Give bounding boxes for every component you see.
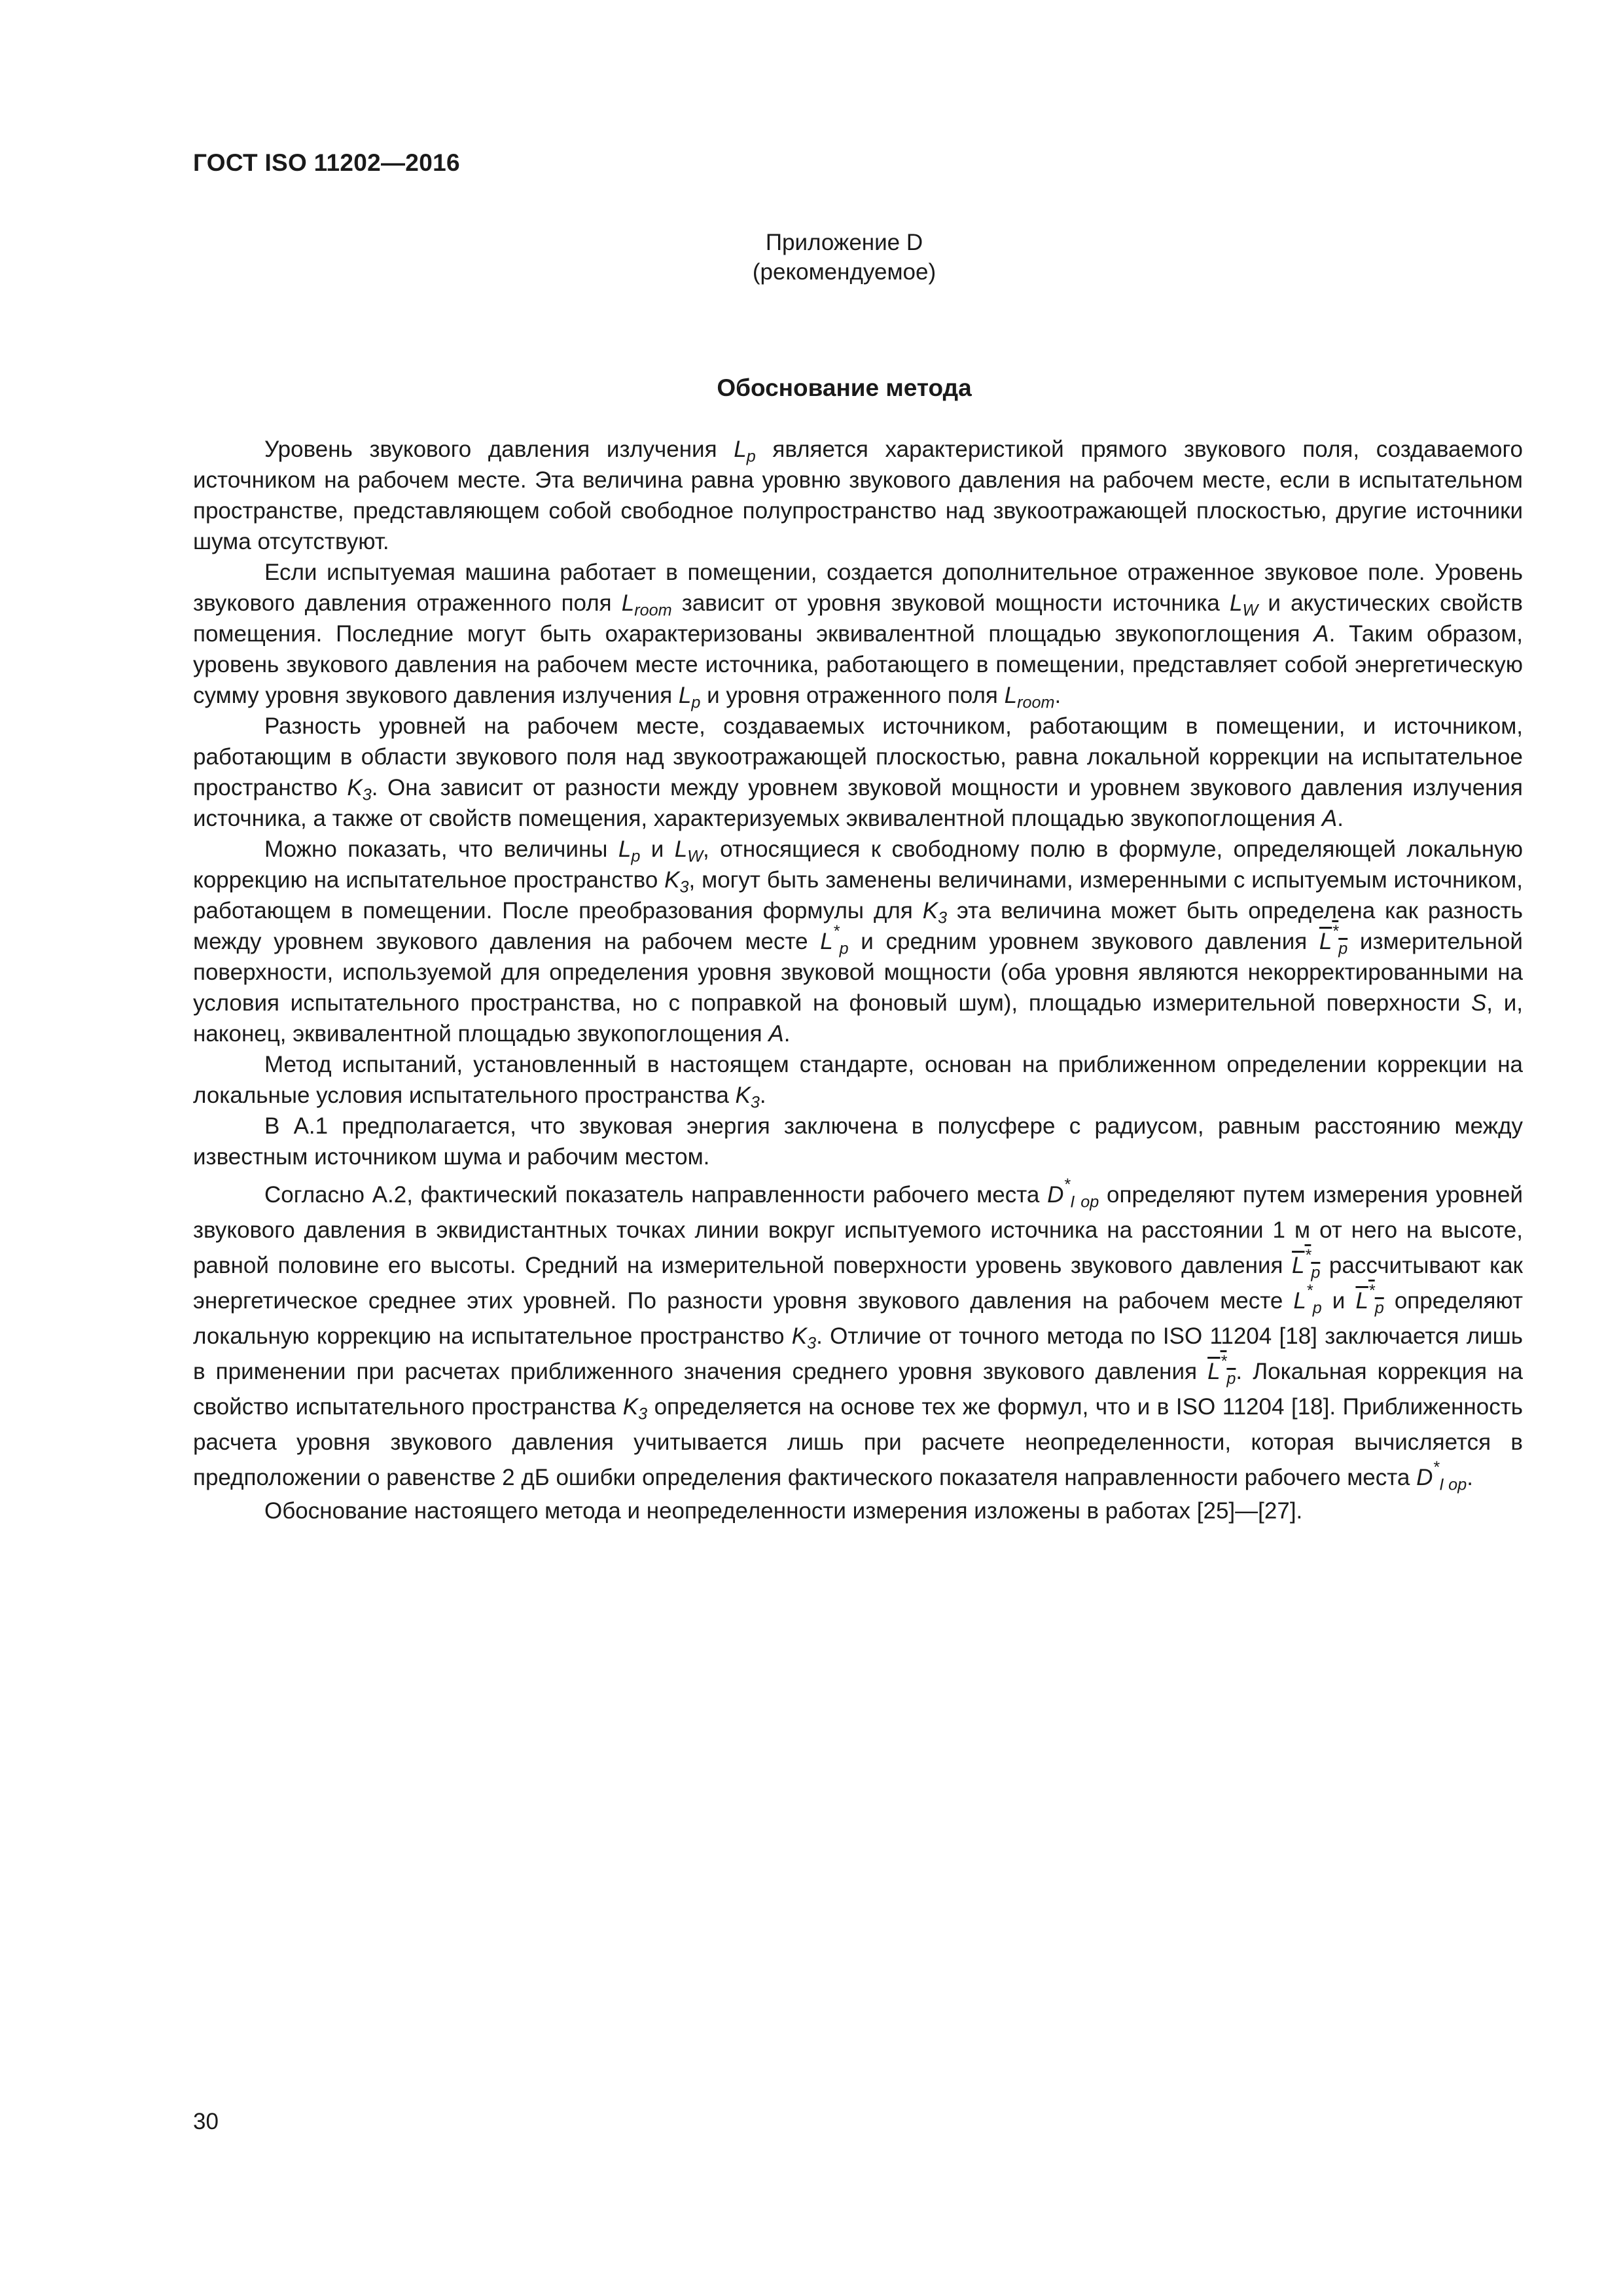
symbol-lp-star: $L^*_p$ <box>1293 1282 1322 1318</box>
page-number: 30 <box>193 2109 219 2134</box>
symbol-s: S <box>1471 990 1487 1016</box>
paragraph-3: Разность уровней на рабочем месте, создаваемых источником, работающим в помещении, и источником, работающим в области звукового поля над звукоотражающей плоскостью, равна локальной коррекции на испытательное пространство $K_3$. Она зависит от разности между уровнем звуковой мощности и уровнем звукового давления излучения источника, а также от свойств помещения, характеризуемых эквивалентной площадью звукопоглощения A. <box>193 713 1524 831</box>
symbol-k3: $K_3$ <box>791 1323 817 1353</box>
symbol-lp: $L_p$ <box>678 683 701 712</box>
symbol-k3: $K_3$ <box>922 898 948 927</box>
symbol-lp-star-mean: $L^*_p$ <box>1319 922 1348 958</box>
symbol-lw: $L_W$ <box>1230 590 1258 620</box>
paragraph-7: Согласно А.2, фактический показатель направленности рабочего места $D^*_{I op}$ определяют путем измерения уровней звукового давления в эквидистантных точках линии вокруг испытуемого источника на расстоянии 1 м от него на высоте, равной половине его высоты. Средний на измерительной поверхности уровень звукового давления $L^*_p$ рассчитывают как энергетическое среднее этих уровней. По разности уровня звукового давления на рабочем месте $L^*_p$ и $L^*_p$ определяют локальную коррекцию на испытательное пространство $K_3$. Отличие от точного метода по ISO 11204 [18] заключается лишь в применении при расчетах приближенного значения среднего уровня звукового давления $L^*_p$. Локальная коррекция на свойство испытательного пространства $K_3$ определяется на основе тех же формул, что и в ISO 11204 [18]. Приближенность расчета уровня звукового давления учитывается лишь при расчете неопределенности, которая вычисляется в предположении о равенстве 2 дБ ошибки определения фактического показателя направленности рабочего места $D^*_{I op}$. <box>193 1175 1524 1494</box>
paragraph-6: В А.1 предполагается, что звуковая энергия заключена в полусфере с радиусом, равным расстоянию между известным источником шума и рабочим местом. <box>193 1113 1523 1170</box>
symbol-lp: $L_p$ <box>734 437 756 466</box>
symbol-lp-star-mean: $L^*_p$ <box>1292 1246 1321 1282</box>
symbol-a: A <box>1321 806 1338 831</box>
symbol-di-op: $D^*_{I op}$ <box>1047 1175 1099 1211</box>
symbol-lw: $L_W$ <box>674 836 703 866</box>
paragraph-1: Уровень звукового давления излучения $L_p$ является характеристикой прямого звукового поля, создаваемого источником на рабочем месте. Эта величина равна уровню звукового давления на рабочем месте, если в испытательном пространстве, представляющем собой свободное полупространство над звукоотражающей плоскостью, другие источники шума отсутствуют. <box>193 437 1523 554</box>
symbol-di-op: $D^*_{I op}$ <box>1416 1458 1467 1494</box>
symbol-lroom: $L_{room}$ <box>621 590 672 620</box>
symbol-k3: $K_3$ <box>735 1083 760 1112</box>
annex-heading <box>0 228 1623 287</box>
paragraph-2: Если испытуемая машина работает в помещении, создается дополнительное отраженное звуковое поле. Уровень звукового давления отраженного поля $L_{room}$ зависит от уровня звуковой мощности источника $L_W$ и акустических свойств помещения. Последние могут быть охарактеризованы эквивалентной площадью звукопоглощения A. Таким образом, уровень звукового давления на рабочем месте источника, работающего в помещении, представляет собой энергетическую сумму уровня звукового давления излучения $L_p$ и уровня отраженного поля $L_{room}$. <box>193 560 1523 712</box>
symbol-lp-star-mean: $L^*_p$ <box>1355 1282 1384 1318</box>
symbol-lroom: $L_{room}$ <box>1004 683 1055 712</box>
section-title: Обоснование метода <box>717 374 972 401</box>
symbol-lp-star-mean: $L^*_p$ <box>1207 1352 1236 1388</box>
annex-type: (рекомендуемое) <box>752 259 936 285</box>
body-text <box>193 434 1523 1526</box>
symbol-lp-star: $L^*_p$ <box>820 922 849 958</box>
paragraph-5: Метод испытаний, установленный в настоящем стандарте, основан на приближенном определении коррекции на локальные условия испытательного пространства $K_3$. <box>193 1052 1523 1112</box>
symbol-k3: $K_3$ <box>664 867 689 897</box>
paragraph-4: Можно показать, что величины $L_p$ и $L_W$, относящиеся к свободному полю в формуле, определяющей локальную коррекцию на испытательное пространство $K_3$, могут быть заменены величинами, измеренными с испытуемым источником, работающем в помещении. После преобразования формулы для $K_3$ эта величина может быть определена как разность между уровнем звукового давления на рабочем месте $L^*_p$ и средним уровнем звукового давления $L^*_p$ измерительной поверхности, используемой для определения уровня звуковой мощности (оба уровня являются некорректированными на условия испытательного пространства, но с поправкой на фоновый шум), площадью измерительной поверхности S, и, наконец, эквивалентной площадью звукопоглощения A. <box>193 836 1523 1047</box>
symbol-k3: $K_3$ <box>347 775 372 804</box>
symbol-lp: $L_p$ <box>618 836 641 866</box>
symbol-a: A <box>768 1021 784 1047</box>
paragraph-8: Обоснование настоящего метода и неопределенности измерения изложены в работах [25]—[27]. <box>264 1498 1303 1524</box>
document-header: ГОСТ ISO 11202—2016 <box>193 149 460 176</box>
annex-title: Приложение D <box>765 230 923 255</box>
symbol-k3: $K_3$ <box>622 1394 648 1424</box>
symbol-a: A <box>1313 621 1329 647</box>
